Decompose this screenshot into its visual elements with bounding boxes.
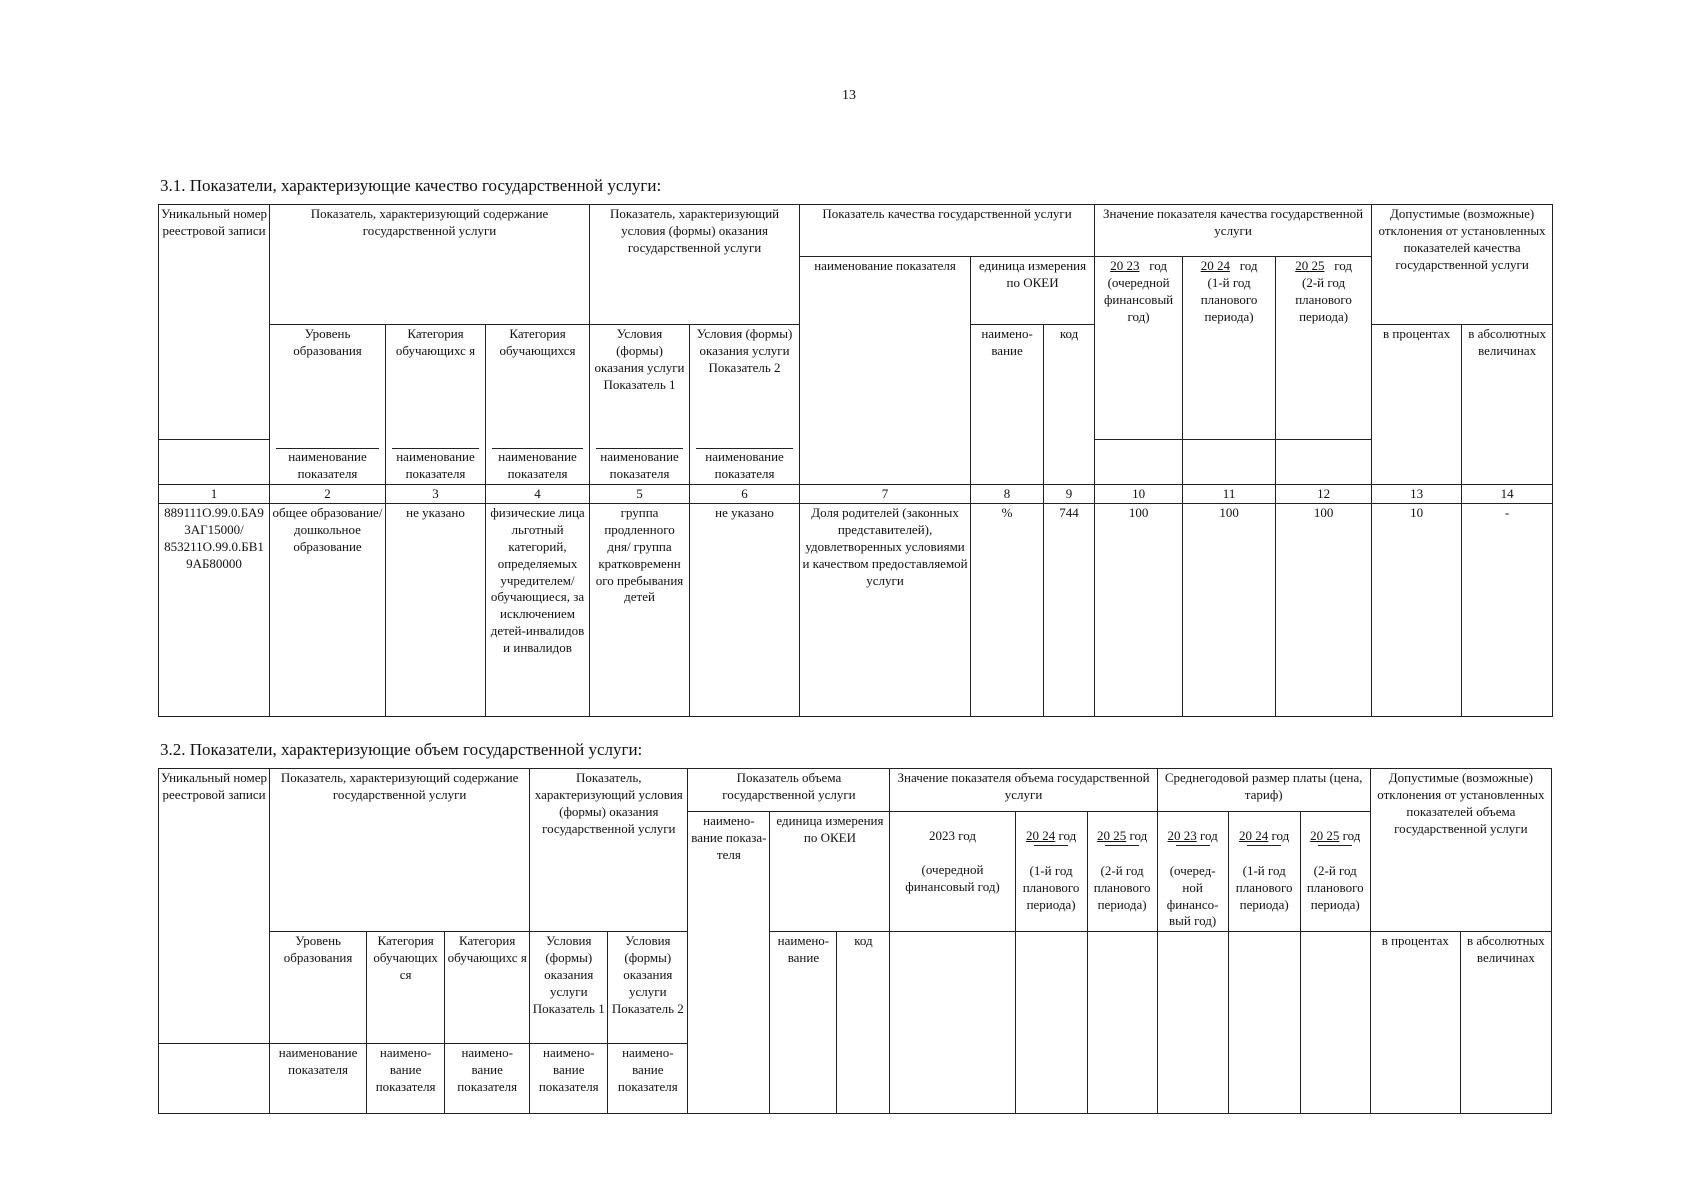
year-gap <box>1183 440 1276 485</box>
indicator-name-header: наименование показателя <box>800 257 971 485</box>
category1-header: Категория обучающих ся <box>367 932 445 1044</box>
unit-code-header: код <box>837 932 890 1114</box>
deviation-pct-header: в процентах <box>1370 932 1460 1114</box>
col-content-header: Показатель, характеризующий содержание государственной услуги <box>270 205 590 325</box>
sub-name-header: наимено-вание показателя <box>367 1044 445 1114</box>
col-value-header: Значение показателя объема государственной услуги <box>890 769 1157 812</box>
year-2023-header: 20 23 год (очередной финансовый год) <box>1095 257 1183 440</box>
unit-code-header: код <box>1044 325 1095 485</box>
value-2024-header: 20 24 год (1-й год планового периода) <box>1015 812 1087 932</box>
deviation-abs-header: в абсолютных величинах <box>1462 325 1553 485</box>
unit-header: единица измерения по ОКЕИ <box>971 257 1095 325</box>
sub-name-header: наименование показателя <box>270 440 386 485</box>
fee-gap <box>1300 932 1370 1114</box>
fee-2025-header: 20 25 год (2-й год планового периода) <box>1300 812 1370 932</box>
level-header: Уровень образования <box>270 325 386 440</box>
condition1-value: группа продленного дня/ группа кратковременн ого пребывания детей <box>590 504 690 717</box>
col-number: 11 <box>1183 485 1276 504</box>
indicator-name-header: наимено-вание показа-теля <box>688 812 770 1114</box>
condition1-header: Условия (формы) оказания услуги Показатель 1 <box>590 325 690 440</box>
col-number: 2 <box>270 485 386 504</box>
category2-value: физические лица льготный категорий, определяемых учредителем/ обучающиеся, за исключением детей-инвалидов и инвалидов <box>486 504 590 717</box>
fee-gap <box>1157 932 1228 1114</box>
education-level: общее образование/ дошкольное образование <box>270 504 386 717</box>
unit-name-header: наимено-вание <box>770 932 837 1114</box>
year-2025-header: 20 25 год (2-й год планового периода) <box>1276 257 1372 440</box>
sub-name-header: наименование показателя <box>270 1044 367 1114</box>
col-number: 8 <box>971 485 1044 504</box>
value-2023: 100 <box>1095 504 1183 717</box>
unit-name-header: наимено-вание <box>971 325 1044 485</box>
col-volume-header: Показатель объема государственной услуги <box>688 769 890 812</box>
code-value: 744 <box>1044 504 1095 717</box>
category2-header: Категория обучающихс я <box>445 932 530 1044</box>
value-2025-header: 20 25 год (2-й год планового периода) <box>1087 812 1157 932</box>
col-number: 6 <box>690 485 800 504</box>
condition2-value: не указано <box>690 504 800 717</box>
deviation-abs-header: в абсолютных величинах <box>1460 932 1551 1114</box>
col-number: 7 <box>800 485 971 504</box>
value-2025: 100 <box>1276 504 1372 717</box>
value-2023-header: 2023 год (очередной финансовый год) <box>890 812 1015 932</box>
unit-value: % <box>971 504 1044 717</box>
quality-table <box>158 204 1553 717</box>
sub-name-header: наименование показателя <box>486 440 590 485</box>
col-quality-header: Показатель качества государственной услуги <box>800 205 1095 257</box>
section2-title: 3.2. Показатели, характеризующие объем государственной услуги: <box>160 740 643 759</box>
category2-header: Категория обучающихся <box>486 325 590 440</box>
condition2-header: Условия (формы) оказания услуги Показатель 2 <box>690 325 800 440</box>
sub-name-header: наименование показателя <box>690 440 800 485</box>
value-gap <box>1087 932 1157 1114</box>
value-gap <box>890 932 1015 1114</box>
condition1-header: Условия (формы) оказания услуги Показатель 1 <box>530 932 608 1044</box>
column-numbers-row <box>159 485 1553 504</box>
col-unique-header: Уникальный номер реестровой записи <box>159 769 270 1044</box>
sub-name-header: наимено-вание показателя <box>608 1044 688 1114</box>
value-gap <box>1015 932 1087 1114</box>
sub-name-header: наименование показателя <box>590 440 690 485</box>
unit-header: единица измерения по ОКЕИ <box>770 812 890 932</box>
row-gap <box>159 1044 270 1114</box>
fee-2024-header: 20 24 год (1-й год планового периода) <box>1228 812 1300 932</box>
year-gap <box>1095 440 1183 485</box>
col-fee-header: Среднегодовой размер платы (цена, тариф) <box>1157 769 1370 812</box>
value-2024: 100 <box>1183 504 1276 717</box>
sub-name-header: наимено-вание показателя <box>530 1044 608 1114</box>
col-conditions-header: Показатель, характеризующий условия (формы) оказания государственной услуги <box>530 769 688 932</box>
col-deviation-header: Допустимые (возможные) отклонения от установленных показателей качества государственной услуги <box>1372 205 1553 325</box>
col-deviation-header: Допустимые (возможные) отклонения от установленных показателей объема государственной услуги <box>1370 769 1551 932</box>
year-2024-header: 20 24 год (1-й год планового периода) <box>1183 257 1276 440</box>
fee-2023-header: 20 23 год (очеред-ной финансо-вый год) <box>1157 812 1228 932</box>
section1-title: 3.1. Показатели, характеризующие качество государственной услуги: <box>160 176 662 195</box>
page-number: 13 <box>842 88 856 103</box>
col-number: 12 <box>1276 485 1372 504</box>
indicator-value: Доля родителей (законных представителей), удовлетворенных условиями и качеством предоставляемой услуги <box>800 504 971 717</box>
year-gap <box>1276 440 1372 485</box>
col-number: 13 <box>1372 485 1462 504</box>
col-number: 4 <box>486 485 590 504</box>
col-unique-header: Уникальный номер реестровой записи <box>159 205 270 440</box>
registry-number: 889111О.99.0.БА93АГ15000/ 853211О.99.0.БВ19АБ80000 <box>159 504 270 717</box>
col-number: 9 <box>1044 485 1095 504</box>
col-number: 10 <box>1095 485 1183 504</box>
row-gap <box>159 440 270 485</box>
deviation-abs-value: - <box>1462 504 1553 717</box>
table-row <box>159 504 1553 717</box>
condition2-header: Условия (формы) оказания услуги Показатель 2 <box>608 932 688 1044</box>
col-conditions-header: Показатель, характеризующий условия (формы) оказания государственной услуги <box>590 205 800 325</box>
fee-gap <box>1228 932 1300 1114</box>
sub-name-header: наимено-вание показателя <box>445 1044 530 1114</box>
deviation-pct-header: в процентах <box>1372 325 1462 485</box>
col-number: 3 <box>386 485 486 504</box>
col-content-header: Показатель, характеризующий содержание государственной услуги <box>270 769 530 932</box>
col-value-header: Значение показателя качества государственной услуги <box>1095 205 1372 257</box>
level-header: Уровень образования <box>270 932 367 1044</box>
col-number: 5 <box>590 485 690 504</box>
volume-table <box>158 768 1552 1114</box>
deviation-pct-value: 10 <box>1372 504 1462 717</box>
col-number: 14 <box>1462 485 1553 504</box>
category1-value: не указано <box>386 504 486 717</box>
category1-header: Категория обучающихс я <box>386 325 486 440</box>
col-number: 1 <box>159 485 270 504</box>
sub-name-header: наименование показателя <box>386 440 486 485</box>
